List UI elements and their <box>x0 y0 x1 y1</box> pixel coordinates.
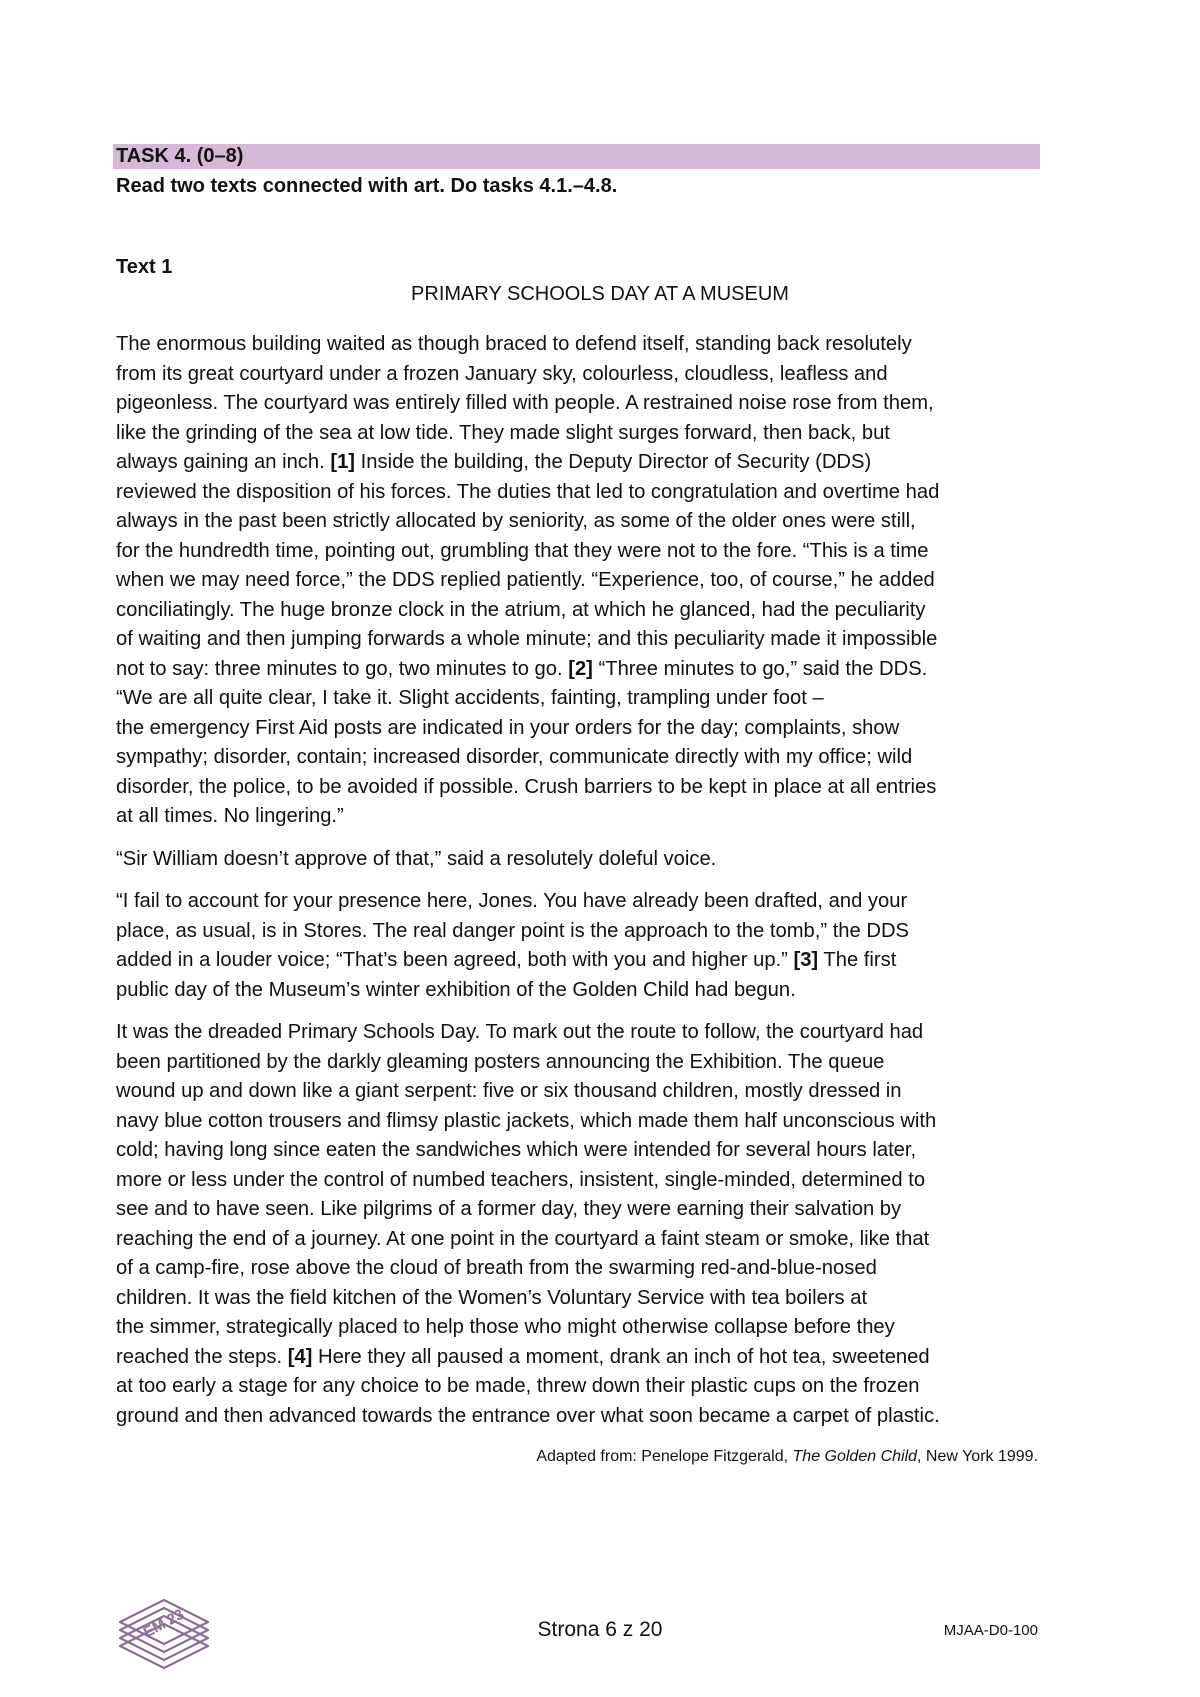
line-text: public day of the Museum’s winter exhibition of the Golden Child had begun. <box>116 978 796 1001</box>
text-line <box>116 448 1046 478</box>
document-code: MJAA-D0-100 <box>943 1622 1038 1639</box>
line-text: of a camp-fire, rose above the cloud of breath from the swarming red-and-blue-nosed <box>116 1257 877 1279</box>
text-line <box>116 1195 1046 1225</box>
line-text: been partitioned by the darkly gleaming posters announcing the Exhibition. The queue <box>116 1050 885 1073</box>
source-suffix: , New York 1999. <box>917 1448 1038 1465</box>
line-text: Inside the building, the Deputy Director of Security (DDS) <box>355 451 872 473</box>
source-citation <box>536 1446 1038 1468</box>
gap-marker: [4] <box>287 1345 313 1368</box>
source-prefix: Adapted from: Penelope Fitzgerald, <box>536 1448 793 1465</box>
line-text: when we may need force,” the DDS replied patiently. “Experience, too, of course,” he added <box>116 569 935 591</box>
source-title: The Golden Child <box>792 1448 918 1465</box>
text-line <box>116 773 1046 803</box>
line-text: pigeonless. The courtyard was entirely filled with people. A restrained noise rose from them, <box>116 392 934 414</box>
line-text: always gaining an inch. <box>116 451 331 473</box>
text-line <box>116 389 1046 419</box>
line-text: the emergency First Aid posts are indicated in your orders for the day; complaints, show <box>116 716 900 739</box>
text-line <box>116 714 1046 744</box>
line-text: It was the dreaded Primary Schools Day. To mark out the route to follow, the courtyard had <box>116 1021 924 1043</box>
text-line <box>116 1018 1046 1048</box>
line-text: at too early a stage for any choice to be made, threw down their plastic cups on the frozen <box>116 1375 920 1397</box>
text-line <box>116 1284 1046 1314</box>
line-text: always in the past been strictly allocated by seniority, as some of the older ones were still, <box>116 510 916 532</box>
line-text: see and to have seen. Like pilgrims of a former day, they were earning their salvation by <box>116 1198 902 1220</box>
gap-marker: [3] <box>793 949 819 971</box>
text-line <box>116 743 1046 773</box>
gap-marker: [1] <box>330 451 356 473</box>
line-text: ground and then advanced towards the entrance over what soon became a carpet of plastic. <box>116 1404 940 1427</box>
text-line <box>116 1343 1046 1373</box>
text-line <box>116 1077 1046 1107</box>
line-text: children. It was the field kitchen of the Women’s Voluntary Service with tea boilers at <box>116 1286 868 1309</box>
task-header-bar <box>113 144 1040 169</box>
body-text <box>116 330 1046 1444</box>
line-text: added in a louder voice; “That’s been agreed, both with you and higher up.” <box>116 949 794 971</box>
paragraph <box>116 330 1046 832</box>
line-text: reviewed the disposition of his forces. The duties that led to congratulation and overtime had <box>116 480 940 503</box>
text-line <box>116 887 1046 917</box>
text-line <box>116 1402 1046 1432</box>
text-line <box>116 419 1046 449</box>
logo-text: EM 23 <box>140 1605 187 1642</box>
text-line <box>116 1048 1046 1078</box>
text-line <box>116 1166 1046 1196</box>
line-text: “Sir William doesn’t approve of that,” said a resolutely doleful voice. <box>116 847 717 870</box>
line-text: Here they all paused a moment, drank an inch of hot tea, sweetened <box>312 1345 930 1368</box>
line-text: cold; having long since eaten the sandwiches which were intended for several hours later, <box>116 1139 917 1161</box>
line-text: reaching the end of a journey. At one point in the courtyard a faint steam or smoke, like that <box>116 1227 930 1250</box>
text-line <box>116 596 1046 626</box>
line-text: wound up and down like a giant serpent: five or six thousand children, mostly dressed in <box>116 1080 902 1102</box>
line-text: “I fail to account for your presence here, Jones. You have already been drafted, and your <box>116 890 908 912</box>
text-title: PRIMARY SCHOOLS DAY AT A MUSEUM <box>411 283 789 305</box>
text-label: Text 1 <box>116 256 173 278</box>
paragraph <box>116 1018 1046 1431</box>
text-line <box>116 1107 1046 1137</box>
line-text: the simmer, strategically placed to help those who might otherwise collapse before they <box>116 1316 895 1338</box>
text-line <box>116 976 1046 1006</box>
line-text: conciliatingly. The huge bronze clock in the atrium, at which he glanced, had the peculiarity <box>116 598 926 621</box>
text-line <box>116 845 1046 875</box>
line-text: disorder, the police, to be avoided if possible. Crush barriers to be kept in place at all entries <box>116 775 937 798</box>
text-line <box>116 537 1046 567</box>
text-line <box>116 1254 1046 1284</box>
line-text: reached the steps. <box>116 1345 288 1368</box>
text-line <box>116 360 1046 390</box>
line-text: not to say: three minutes to go, two minutes to go. <box>116 657 569 680</box>
text-line <box>116 802 1046 832</box>
text-line <box>116 566 1046 596</box>
text-line <box>116 1313 1046 1343</box>
task-instruction: Read two texts connected with art. Do tasks 4.1.–4.8. <box>116 175 618 197</box>
line-text: The first <box>818 949 897 971</box>
line-text: more or less under the control of numbed teachers, insistent, single-minded, determined to <box>116 1168 926 1191</box>
text-line <box>116 478 1046 508</box>
paragraph <box>116 887 1046 1005</box>
line-text: “We are all quite clear, I take it. Slight accidents, fainting, trampling under foot – <box>116 687 824 709</box>
line-text: like the grinding of the sea at low tide. They made slight surges forward, then back, but <box>116 421 890 444</box>
line-text: The enormous building waited as though braced to defend itself, standing back resolutely <box>116 333 912 355</box>
paragraph <box>116 845 1046 875</box>
text-line <box>116 946 1046 976</box>
text-line <box>116 1372 1046 1402</box>
line-text: for the hundredth time, pointing out, grumbling that they were not to the fore. “This is a time <box>116 539 929 562</box>
page-number: Strona 6 z 20 <box>537 1618 663 1641</box>
line-text: at all times. No lingering.” <box>116 805 344 827</box>
text-line <box>116 655 1046 685</box>
text-line <box>116 625 1046 655</box>
text-line <box>116 330 1046 360</box>
text-line <box>116 1136 1046 1166</box>
text-line <box>116 507 1046 537</box>
text-line <box>116 684 1046 714</box>
line-text: of waiting and then jumping forwards a whole minute; and this peculiarity made it impossible <box>116 628 938 650</box>
line-text: sympathy; disorder, contain; increased disorder, communicate directly with my office; wild <box>116 746 913 768</box>
text-line <box>116 1225 1046 1255</box>
line-text: navy blue cotton trousers and flimsy plastic jackets, which made them half unconscious with <box>116 1109 937 1132</box>
line-text: from its great courtyard under a frozen January sky, colourless, cloudless, leafless and <box>116 362 888 385</box>
text-line <box>116 917 1046 947</box>
task-title: TASK 4. (0–8) <box>116 145 244 167</box>
line-text: place, as usual, is in Stores. The real danger point is the approach to the tomb,” the DDS <box>116 919 909 942</box>
line-text: “Three minutes to go,” said the DDS. <box>592 657 928 680</box>
gap-marker: [2] <box>568 657 593 680</box>
